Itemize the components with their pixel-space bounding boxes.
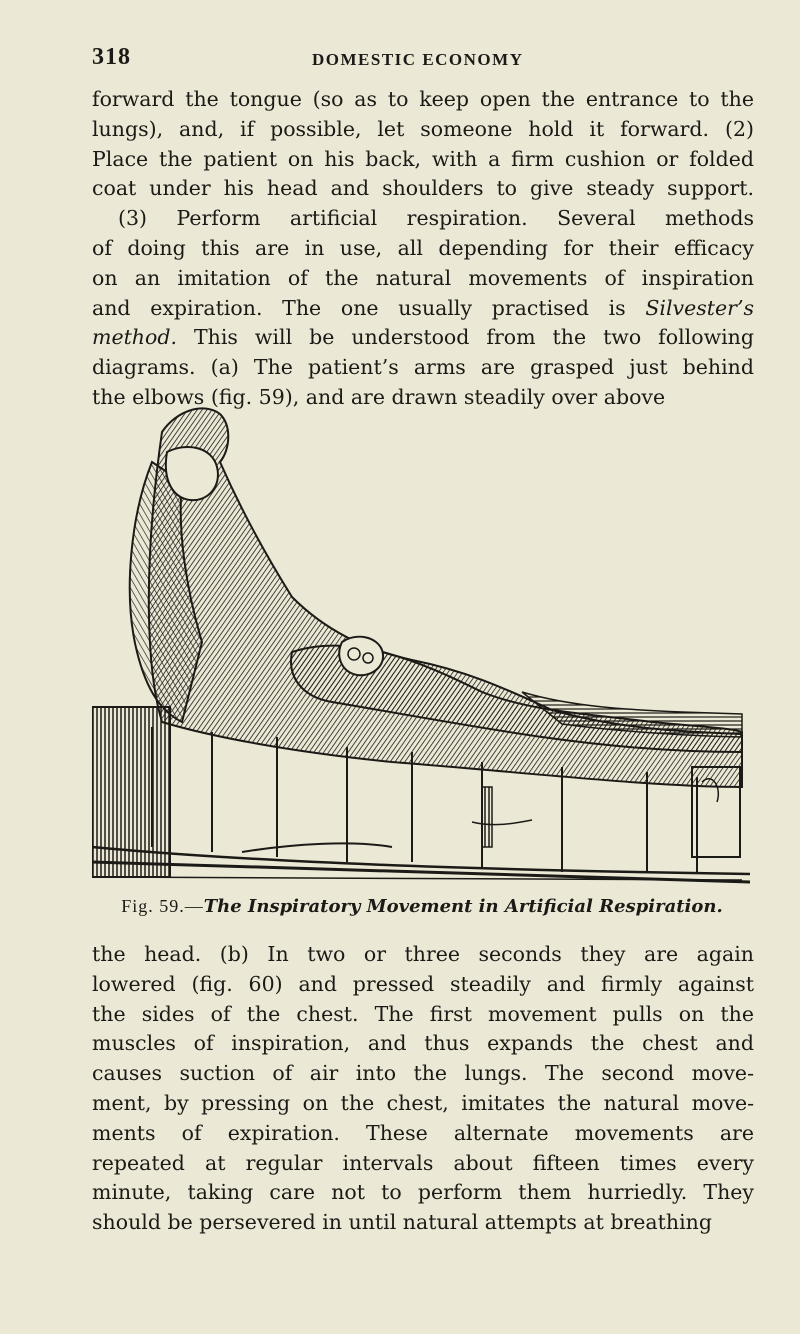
paragraph-bottom — [92, 940, 754, 1238]
text-line: diagrams. (a) The patient’s arms are grasped just behind — [92, 355, 754, 380]
figure-title: The Inspiratory Movement in Artificial Respiration. — [203, 896, 723, 917]
text-line: ment, by pressing on the chest, imitates the natural move- — [92, 1090, 754, 1115]
text-line: minute, taking care not to perform them hurriedly. They — [92, 1180, 754, 1205]
text-line: should be persevered in until natural attempts at breathing — [92, 1210, 712, 1235]
text-line: on an imitation of the natural movements of inspiration — [92, 265, 754, 290]
text-line: coat under his head and shoulders to give steady support. — [92, 176, 754, 201]
text-line: muscles of inspiration, and thus expands the chest and — [92, 1031, 754, 1056]
figure-label: Fig. 59.— — [121, 896, 204, 916]
text-line: causes suction of air into the lungs. The second move- — [92, 1061, 754, 1086]
text-line — [92, 323, 754, 353]
engraving-inspiratory-movement — [92, 392, 750, 887]
text-line: lungs), and, if possible, let someone hold it forward. (2) — [92, 116, 754, 141]
text-fragment: This will be understood from the two following — [177, 325, 754, 350]
text-fragment: and expiration. The one usually practised is — [92, 295, 646, 320]
text-line: Place the patient on his back, with a firm cushion or folded — [92, 146, 754, 171]
running-head — [92, 44, 752, 72]
text-line: ments of expiration. These alternate movements are — [92, 1120, 754, 1145]
running-title: DOMESTIC ECONOMY — [312, 50, 524, 69]
text-line — [92, 294, 754, 324]
text-line: repeated at regular intervals about fifteen times every — [92, 1150, 754, 1175]
text-line: forward the tongue (so as to keep open the entrance to the — [92, 87, 754, 111]
text-line: (3) Perform artificial respiration. Several methods — [118, 206, 754, 231]
page-number: 318 — [92, 44, 131, 70]
figure-caption — [92, 896, 752, 917]
text-line: the elbows (fig. 59), and are drawn steadily over above — [92, 384, 666, 409]
text-line: of doing this are in use, all depending for their efficacy — [92, 235, 754, 260]
text-line: the head. (b) In two or three seconds they are again — [92, 942, 754, 966]
text-line: lowered (fig. 60) and pressed steadily and firmly against — [92, 971, 754, 996]
text-line: the sides of the chest. The first movement pulls on the — [92, 1001, 754, 1026]
paragraph-top — [92, 85, 754, 413]
italic-term: Silvester’s — [645, 295, 754, 320]
italic-term-continued: method. — [92, 325, 177, 350]
figure-illustration — [92, 392, 750, 887]
